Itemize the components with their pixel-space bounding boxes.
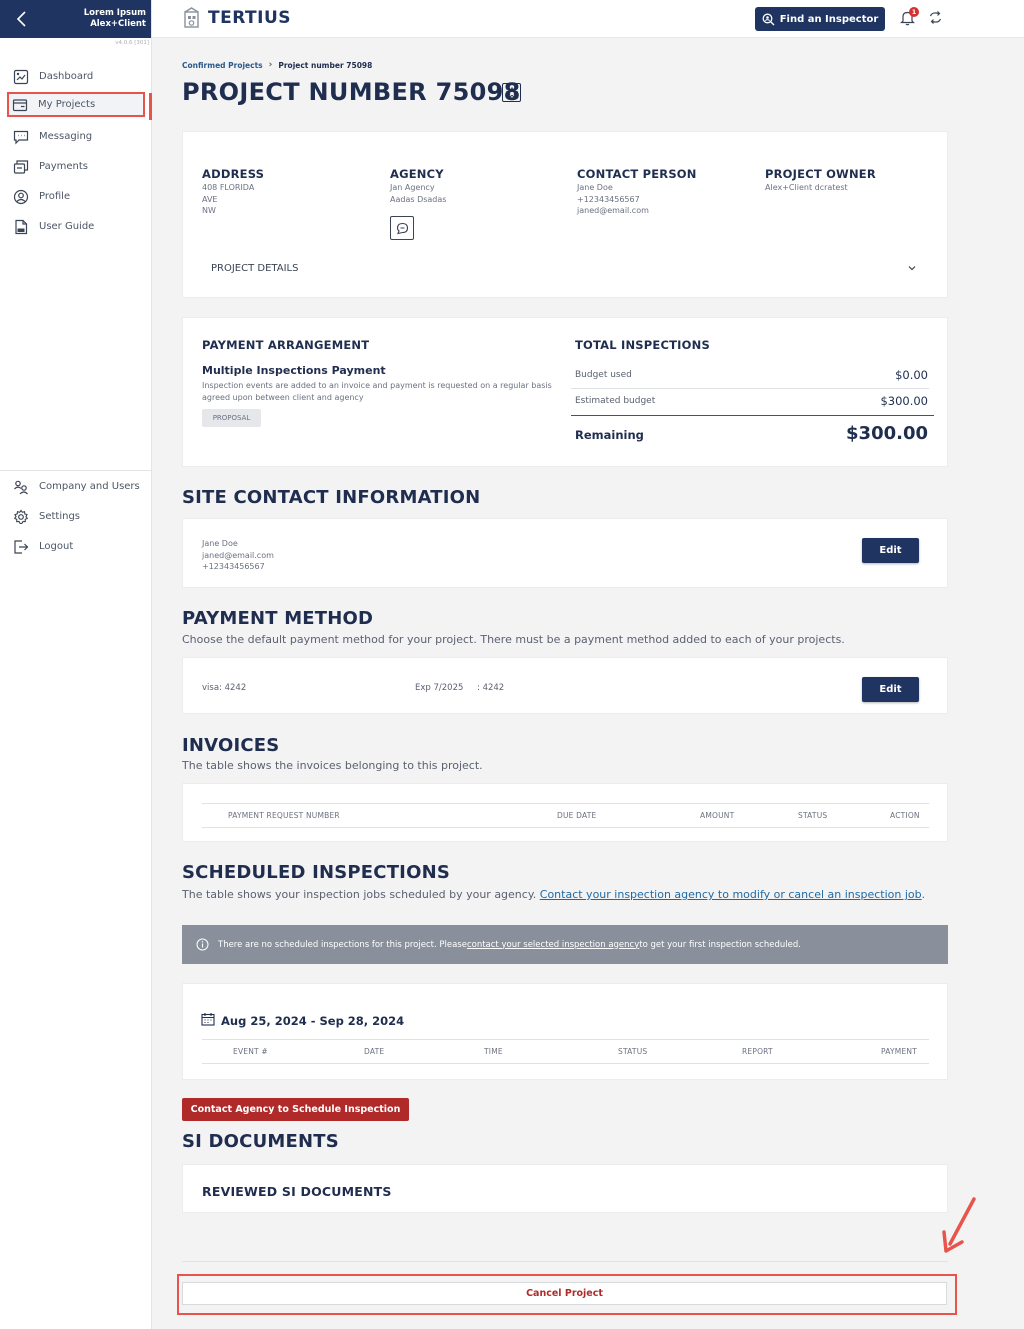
sidebar-item-payments[interactable] [10,154,145,179]
sidebar-item-settings[interactable] [10,504,145,529]
contact-agency-schedule-button[interactable]: Contact Agency to Schedule Inspection [182,1098,409,1121]
address-line: AVE [202,194,218,204]
annotation-arrow-icon [938,1196,980,1254]
inspections-table [182,983,948,1080]
cancel-project-button[interactable]: Cancel Project [182,1282,947,1305]
alert-text-end: to get your first inspection scheduled. [639,939,801,950]
back-arrow-icon[interactable] [14,10,30,28]
column-header: ACTION [890,811,920,820]
sidebar-item-my-projects[interactable] [7,92,145,117]
page-title: PROJECT NUMBER 75098 [182,78,521,106]
si-documents-title: SI DOCUMENTS [182,1131,339,1152]
find-inspector-button[interactable] [755,7,885,31]
info-icon [196,938,209,951]
invoices-title: INVOICES [182,735,280,756]
sidebar-user [84,8,146,30]
contact-line: Jane Doe [577,183,613,192]
contact-agency-link[interactable]: Contact your inspection agency to modify or cancel an inspection job [539,888,922,901]
contact-label: CONTACT PERSON [577,167,697,181]
reviewed-si-label: REVIEWED SI DOCUMENTS [202,1184,392,1199]
sidebar-item-label: User Guide [39,221,95,232]
column-header: DUE DATE [557,811,597,820]
column-header: PAYMENT [881,1047,917,1056]
message-icon [13,129,29,145]
project-details-toggle[interactable]: PROJECT DETAILS [211,263,299,274]
app-version: v4.0.6 [301] [115,40,149,46]
top-bar [152,0,1024,38]
address-label: ADDRESS [202,167,265,181]
table-border [202,1039,929,1040]
sidebar-item-logout[interactable] [10,534,145,559]
column-header: REPORT [742,1047,773,1056]
alert-contact-link[interactable]: contact your selected inspection agency [466,939,640,950]
payment-description: Inspection events are added to an invoice and payment is requested on a regular basis agreed upon between client and agency [202,381,552,402]
site-contact-line: +12343456567 [202,562,265,571]
remaining-value: $300.00 [846,423,928,444]
budget-used-value: $0.00 [895,368,928,382]
payment-summary-card [182,317,948,467]
agency-line: Jan Agency [390,183,435,192]
star-icon [506,87,518,99]
footer-divider [182,1261,948,1262]
si-documents-card [182,1164,948,1213]
gear-icon [13,509,29,525]
profile-icon [13,189,29,205]
site-contact-card [182,518,948,588]
payment-method-card [182,657,948,714]
invoices-table [182,783,948,842]
divider [571,388,929,389]
column-header: STATUS [798,811,828,820]
budget-used-label: Budget used [575,370,632,380]
sidebar-item-label: Dashboard [39,71,94,82]
owner-line: Alex+Client dcratest [765,183,848,192]
sidebar-item-profile[interactable] [10,184,145,209]
brand-logo[interactable] [182,7,291,29]
column-header: PAYMENT REQUEST NUMBER [228,811,340,820]
column-header: TIME [484,1047,503,1056]
building-logo-icon [182,7,202,29]
edit-site-contact-button[interactable]: Edit [862,538,919,563]
owner-label: PROJECT OWNER [765,167,876,181]
column-header: DATE [364,1047,385,1056]
card-number: visa: 4242 [202,683,247,693]
sidebar-item-user-guide[interactable] [10,214,145,239]
no-inspections-alert [182,925,948,964]
project-info-card [182,131,948,298]
site-contact-line: janed@email.com [202,550,274,560]
estimated-budget-label: Estimated budget [575,396,656,406]
scheduled-subtitle-end: . [921,888,926,901]
favorite-button[interactable] [502,83,521,102]
user-company: Lorem Ipsum [83,8,146,18]
estimated-budget-value: $300.00 [880,394,928,408]
alert-text: There are no scheduled inspections for this project. Please [218,939,467,950]
sidebar-item-label: Payments [39,161,88,172]
table-border [202,827,929,828]
sidebar-divider [0,470,152,471]
payments-icon [13,159,29,175]
find-inspector-label: Find an Inspector [779,13,879,25]
breadcrumb-current: Project number 75098 [278,60,373,70]
agency-label: AGENCY [390,167,444,181]
breadcrumb-parent[interactable]: Confirmed Projects [182,60,263,70]
pdf-icon [13,219,29,235]
card-last4: : 4242 [477,683,505,693]
payment-method-title: PAYMENT METHOD [182,608,374,629]
sidebar-item-dashboard[interactable] [10,64,145,89]
chat-icon [396,222,409,235]
sidebar [0,0,152,1329]
chevron-right-icon: › [268,60,273,70]
payment-arrangement-label: PAYMENT ARRANGEMENT [202,338,370,352]
sidebar-item-messaging[interactable] [10,124,145,149]
address-line: 408 FLORIDA [202,183,255,192]
payment-type: Multiple Inspections Payment [202,364,386,377]
sidebar-item-label: My Projects [38,99,96,110]
scheduled-title: SCHEDULED INSPECTIONS [182,862,450,883]
remaining-label: Remaining [575,428,644,442]
active-indicator [149,93,152,120]
dashboard-icon [13,69,29,85]
agency-line: Aadas Dsadas [390,194,447,204]
contact-line: janed@email.com [577,206,649,215]
search-user-icon [762,13,775,26]
scheduled-subtitle [182,887,948,902]
calendar-icon [201,1012,215,1026]
table-border [202,1063,929,1064]
address-line: NW [202,206,216,215]
total-inspections-label: TOTAL INSPECTIONS [575,338,710,352]
message-agency-button[interactable] [390,216,414,240]
sidebar-item-label: Profile [39,191,71,202]
contact-value [577,182,649,217]
scheduled-subtitle-text: The table shows your inspection jobs scheduled by your agency. [182,888,540,901]
edit-payment-method-button[interactable]: Edit [862,677,919,702]
contact-line: +12343456567 [577,194,640,204]
proposal-tag: PROPOSAL [202,409,261,427]
chevron-down-icon[interactable] [907,264,917,272]
refresh-icon[interactable] [928,10,943,25]
column-header: AMOUNT [700,811,735,820]
sidebar-item-label: Messaging [39,131,93,142]
total-divider [571,415,934,416]
breadcrumb [182,60,372,70]
sidebar-item-company-users[interactable] [10,474,145,499]
notification-badge: 1 [909,7,919,17]
site-contact-title: SITE CONTACT INFORMATION [182,487,481,508]
address-value [202,182,254,217]
projects-icon [12,97,28,113]
invoices-subtitle: The table shows the invoices belonging to this project. [182,759,483,772]
column-header: STATUS [618,1047,648,1056]
agency-value [390,182,446,205]
payment-method-subtitle: Choose the default payment method for your project. There must be a payment method added to each of your projects. [182,633,845,646]
logout-icon [13,539,29,555]
sidebar-item-label: Logout [39,541,74,552]
site-contact-details [202,538,274,573]
date-range[interactable]: Aug 25, 2024 - Sep 28, 2024 [221,1014,405,1028]
sidebar-item-label: Company and Users [39,481,140,492]
users-icon [13,479,29,495]
user-name: Alex+Client [90,19,146,29]
sidebar-item-label: Settings [39,511,81,522]
sidebar-header [0,0,151,38]
site-contact-line: Jane Doe [202,539,238,548]
brand-name: TERTIUS [208,8,292,28]
owner-value [765,182,848,194]
card-expiry: Exp 7/2025 [415,683,464,693]
column-header: EVENT # [233,1047,268,1056]
table-border [202,803,929,804]
